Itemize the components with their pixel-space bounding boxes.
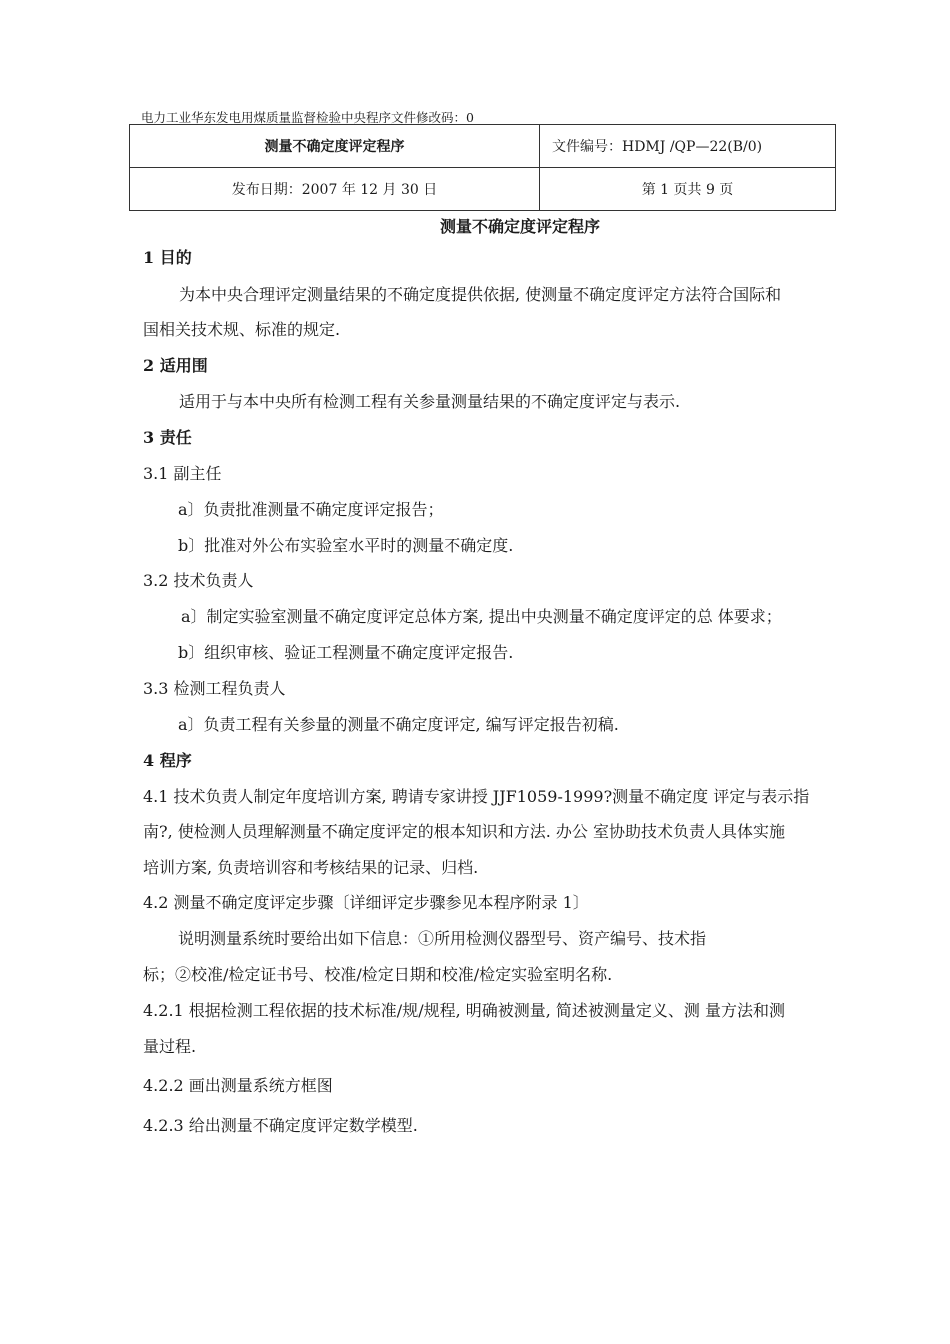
- table-title-cell: 测量不确定度评定程序: [130, 125, 540, 168]
- paragraph-line: 4.2.1 根据检测工程依据的技术标准/规/规程, 明确被测量, 简述被测量定义、测 量方法和测: [143, 1001, 786, 1020]
- section-heading-responsibility: 3 责任: [143, 428, 192, 447]
- paragraph-line: 国相关技术规、标准的规定.: [143, 320, 341, 339]
- list-item: b〕组织审核、验证工程测量不确定度评定报告.: [178, 643, 514, 662]
- list-item: a〕制定实验室测量不确定度评定总体方案, 提出中央测量不确定度评定的总 体要求；: [181, 607, 782, 626]
- list-item: a〕负责批准测量不确定度评定报告；: [178, 500, 444, 519]
- section-heading-purpose: 1 目的: [143, 248, 192, 267]
- subsection-heading: 4.2 测量不确定度评定步骤〔详细评定步骤参见本程序附录 1〕: [143, 893, 589, 912]
- page-info-cell: 第 1 页共 9 页: [540, 168, 836, 211]
- list-item: b〕批准对外公布实验室水平时的测量不确定度.: [178, 536, 514, 555]
- subsection-heading: 3.3 检测工程负责人: [143, 679, 286, 698]
- section-heading-procedure: 4 程序: [143, 751, 192, 770]
- subsection-heading: 4.2.3 给出测量不确定度评定数学模型.: [143, 1116, 418, 1135]
- list-item: a〕负责工程有关参量的测量不确定度评定, 编写评定报告初稿.: [178, 715, 619, 734]
- subsection-heading: 4.2.2 画出测量系统方框图: [143, 1076, 333, 1095]
- section-heading-scope: 2 适用围: [143, 356, 208, 375]
- paragraph-line: 说明测量系统时要给出如下信息：①所用检测仪器型号、资产编号、技术指: [178, 929, 707, 948]
- subsection-heading: 3.1 副主任: [143, 464, 222, 483]
- document-info-table: [129, 124, 836, 211]
- release-date-cell: 发布日期：2007 年 12 月 30 日: [130, 168, 540, 211]
- document-title: 测量不确定度评定程序: [439, 217, 600, 236]
- subsection-heading: 3.2 技术负责人: [143, 571, 254, 590]
- paragraph-line: 量过程.: [143, 1037, 197, 1056]
- paragraph-line: 为本中央合理评定测量结果的不确定度提供依据, 使测量不确定度评定方法符合国际和: [179, 285, 782, 304]
- doc-number-cell: 文件编号：HDMJ /QP—22(B/0): [540, 125, 836, 168]
- paragraph-line: 南?, 使检测人员理解测量不确定度评定的根本知识和方法. 办公 室协助技术负责人具体实施: [143, 822, 786, 841]
- paragraph-line: 4.1 技术负责人制定年度培训方案, 聘请专家讲授 JJF1059-1999?测量不确定度 评定与表示指: [143, 787, 810, 806]
- paragraph-line: 标；②校准/检定证书号、校准/检定日期和校准/检定实验室明名称.: [143, 965, 613, 984]
- paragraph-line: 适用于与本中央所有检测工程有关参量测量结果的不确定度评定与表示.: [179, 392, 681, 411]
- header-line: 电力工业华东发电用煤质量监督检验中央程序文件修改码：0: [141, 110, 474, 125]
- paragraph-line: 培训方案, 负责培训容和考核结果的记录、归档.: [143, 858, 479, 877]
